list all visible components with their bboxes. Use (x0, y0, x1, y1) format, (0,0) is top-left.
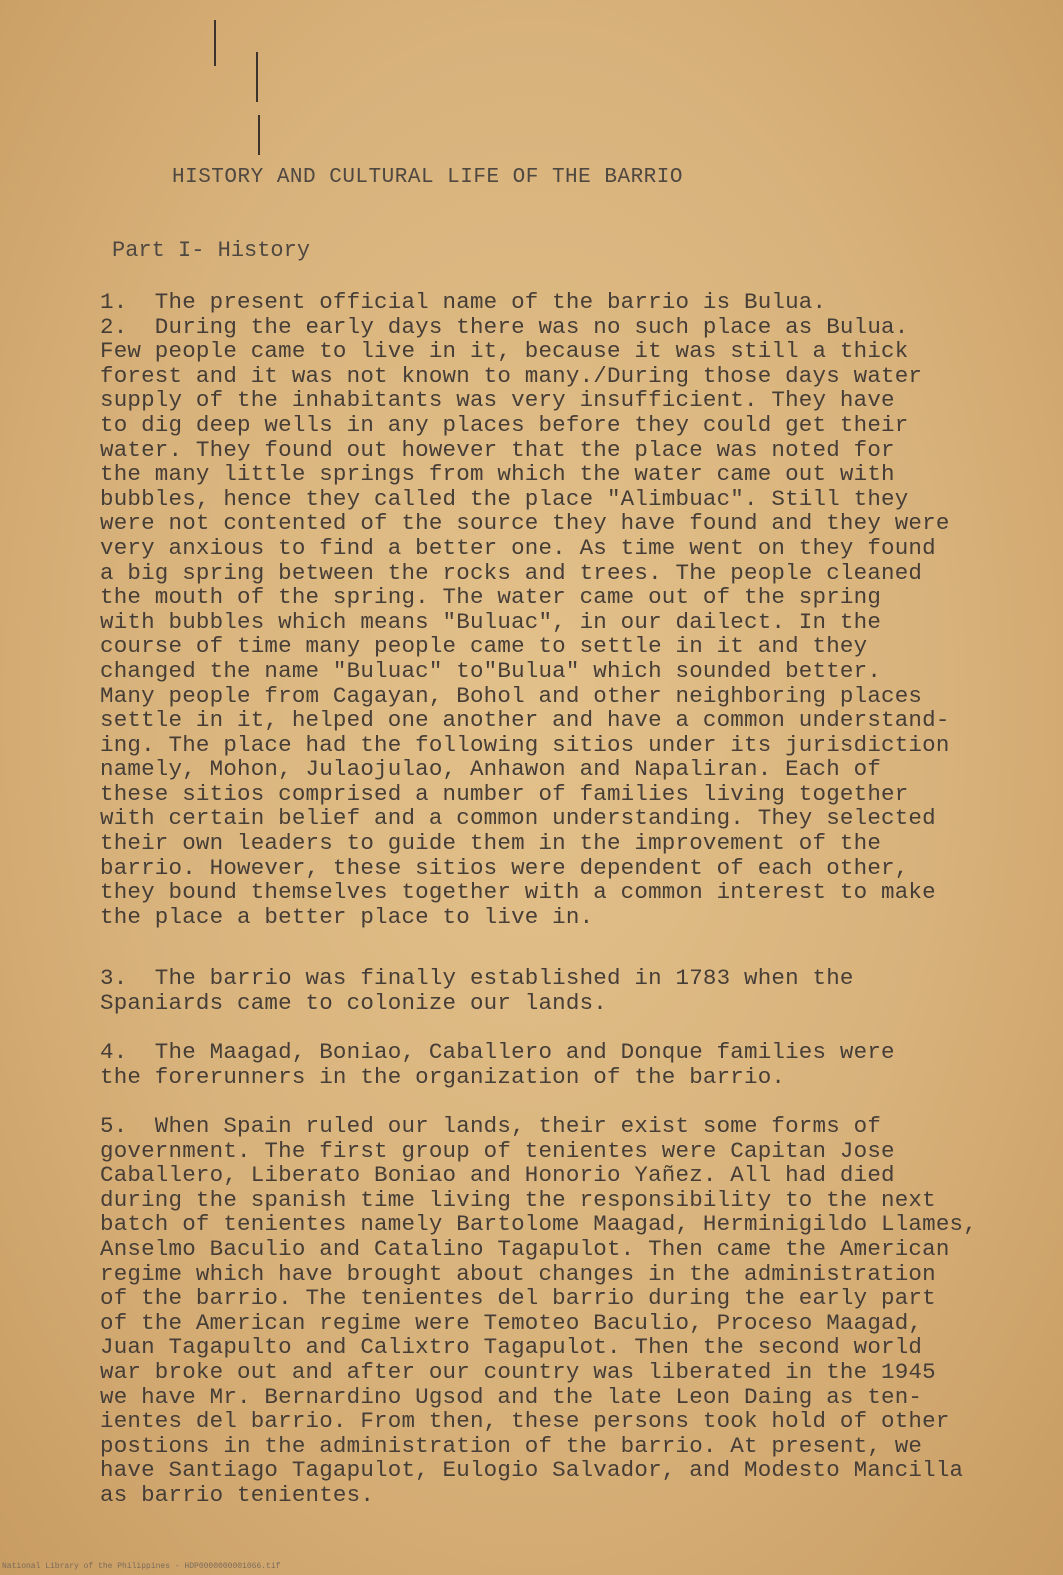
paragraph-history-1-2: 1. The present official name of the barrio is Bulua. 2. During the early days there was no such place as Bulua. Few people came to live in it, because it was still a thick forest and it was not known to many./During those days water supply of the inhabitants was very insufficient. They have to dig deep wells in any places before they could get their water. They found out however that the place was noted for the many little springs from which the water came out with bubbles, hence they called the place "Alimbuac". Still they were not contented of the source they have found and they were very anxious to find a better one. As time went on they found a big spring between the rocks and trees. The people cleaned the mouth of the spring. The water came out of the spring with bubbles which means "Buluac", in our dailect. In the course of time many people came to settle in it and they changed the name "Buluac" to"Bulua" which sounded better. Many people from Cagayan, Bohol and other neighboring places settle in it, helped one another and have a common understand- ing. The place had the following sitios under its jurisdiction namely, Mohon, Julaojulao, Anhawon and Napaliran. Each of these sitios comprised a number of families living together with certain belief and a common understanding. They selected their own leaders to guide them in the improvement of the barrio. However, these sitios were dependent of each other, they bound themselves together with a common interest to make the place a better place to live in. (100, 289, 950, 930)
document-title: HISTORY AND CULTURAL LIFE OF THE BARRIO (172, 166, 683, 189)
pencil-mark (214, 20, 216, 66)
paragraph-history-3: 3. The barrio was finally established in 1783 when the Spaniards came to colonize our lands. (100, 965, 854, 1016)
paragraph-history-5: 5. When Spain ruled our lands, their exist some forms of government. The first group of tenientes were Capitan Jose Caballero, Liberato Boniao and Honorio Yañez. All had died during the spanish time living the responsibility to the next batch of tenientes namely Bartolome Maagad, Herminigildo Llames, Anselmo Baculio and Catalino Tagapulot. Then came the American regime which have brought about changes in the administration of the barrio. The tenientes del barrio during the early part of the American regime were Temoteo Baculio, Proceso Maagad, Juan Tagapulto and Calixtro Tagapulot. Then the second world war broke out and after our country was liberated in the 1945 we have Mr. Bernardino Ugsod and the late Leon Daing as ten- ientes del barrio. From then, these persons took hold of other postions in the administration of the barrio. At present, we have Santiago Tagapulot, Eulogio Salvador, and Modesto Mancilla as barrio tenientes. (100, 1113, 977, 1508)
part-heading: Part I- History (112, 238, 311, 263)
pencil-mark (256, 52, 258, 102)
paragraph-history-4: 4. The Maagad, Boniao, Caballero and Donque families were the forerunners in the organization of the barrio. (100, 1039, 895, 1090)
pencil-mark (258, 115, 260, 155)
scan-footer: National Library of the Philippines - HDP0000000001066.tif (2, 1562, 281, 1571)
